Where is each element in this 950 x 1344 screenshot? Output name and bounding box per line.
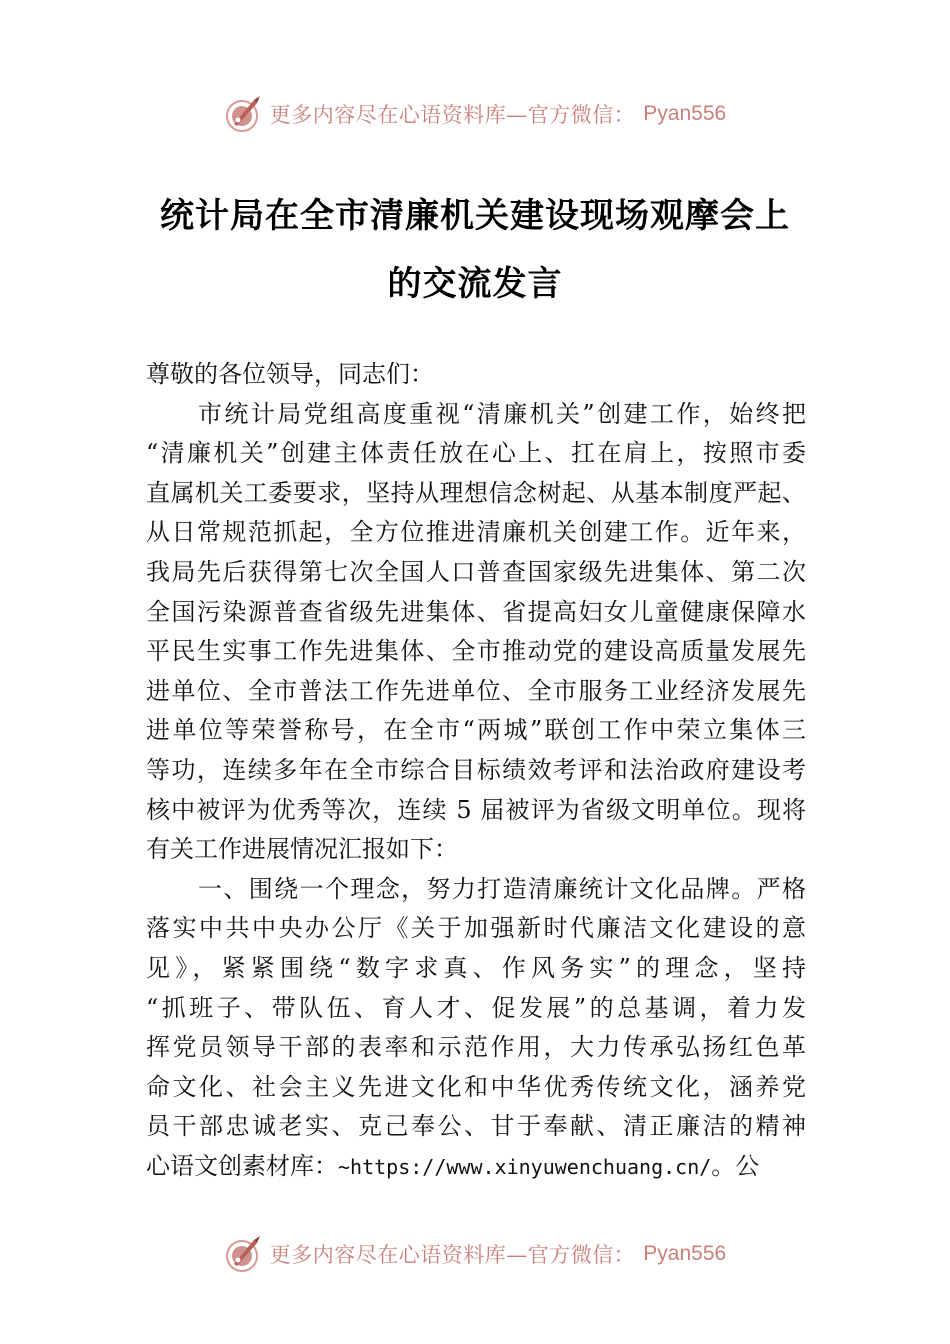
footer-watermark <box>0 1232 950 1276</box>
body-line: 进单位、全市普法工作先进单位、全市服务工业经济发展先 <box>146 676 806 705</box>
body-line: 等功，连续多年在全市综合目标绩效考评和法治政府建设考 <box>146 755 806 784</box>
watermark-wechat-id: Pyan556 <box>643 1242 727 1265</box>
source-suffix: 。公 <box>711 1151 760 1180</box>
body-line: 落实中共中央办公厅《关于加强新时代廉洁文化建设的意 <box>146 914 806 943</box>
body-line: 有关工作进展情况汇报如下： <box>146 835 458 864</box>
header-watermark <box>0 92 950 136</box>
source-label: 心语文创素材库： <box>146 1151 338 1180</box>
watermark-wechat-id: Pyan556 <box>643 102 727 125</box>
quill-pen-logo-icon <box>224 1234 264 1274</box>
body-line: 直属机关工委要求，坚持从理想信念树起、从基本制度严起、 <box>146 478 806 507</box>
document-body <box>146 355 806 1186</box>
body-line: 见》，紧紧围绕“数字求真、作风务实”的理念，坚持 <box>146 953 806 982</box>
body-line: 命文化、社会主义先进文化和中华优秀传统文化，涵养党 <box>146 1072 806 1101</box>
document-title-line-2: 的交流发言 <box>387 264 563 304</box>
body-line: 员干部忠诚老实、克己奉公、甘于奉献、清正廉洁的精神 <box>146 1112 806 1141</box>
body-line: 核中被评为优秀等次，连续 5 届被评为省级文明单位。现将 <box>146 795 806 824</box>
watermark-text: 更多内容尽在心语资料库—官方微信： <box>269 1243 636 1267</box>
body-line: 挥党员领导干部的表率和示范作用，大力传承弘扬红色革 <box>146 1033 806 1062</box>
body-line: 我局先后获得第七次全国人口普查国家级先进集体、第二次 <box>146 557 806 586</box>
body-line: 一、围绕一个理念，努力打造清廉统计文化品牌。严格 <box>198 874 806 903</box>
body-line: 平民生实事工作先进集体、全市推动党的建设高质量发展先 <box>146 637 806 666</box>
source-url: ~https://www.xinyuwenchuang.cn/ <box>338 1154 712 1179</box>
body-line: 全国污染源普查省级先进集体、省提高妇女儿童健康保障水 <box>146 597 806 626</box>
body-line: 进单位等荣誉称号，在全市“两城”联创工作中荣立集体三 <box>146 716 806 745</box>
document-title-line-1: 统计局在全市清廉机关建设现场观摩会上 <box>160 196 790 236</box>
body-line: “抓班子、带队伍、育人才、促发展”的总基调，着力发 <box>146 993 806 1022</box>
body-line: 从日常规范抓起，全方位推进清廉机关创建工作。近年来， <box>146 518 806 547</box>
body-line: 市统计局党组高度重视“清廉机关”创建工作，始终把 <box>198 399 806 428</box>
salutation: 尊敬的各位领导，同志们： <box>146 360 434 388</box>
body-line-with-url <box>146 1147 806 1187</box>
body-line: “清廉机关”创建主体责任放在心上、扛在肩上，按照市委 <box>146 439 806 468</box>
quill-pen-logo-icon <box>224 94 264 134</box>
watermark-text: 更多内容尽在心语资料库—官方微信： <box>269 103 636 127</box>
